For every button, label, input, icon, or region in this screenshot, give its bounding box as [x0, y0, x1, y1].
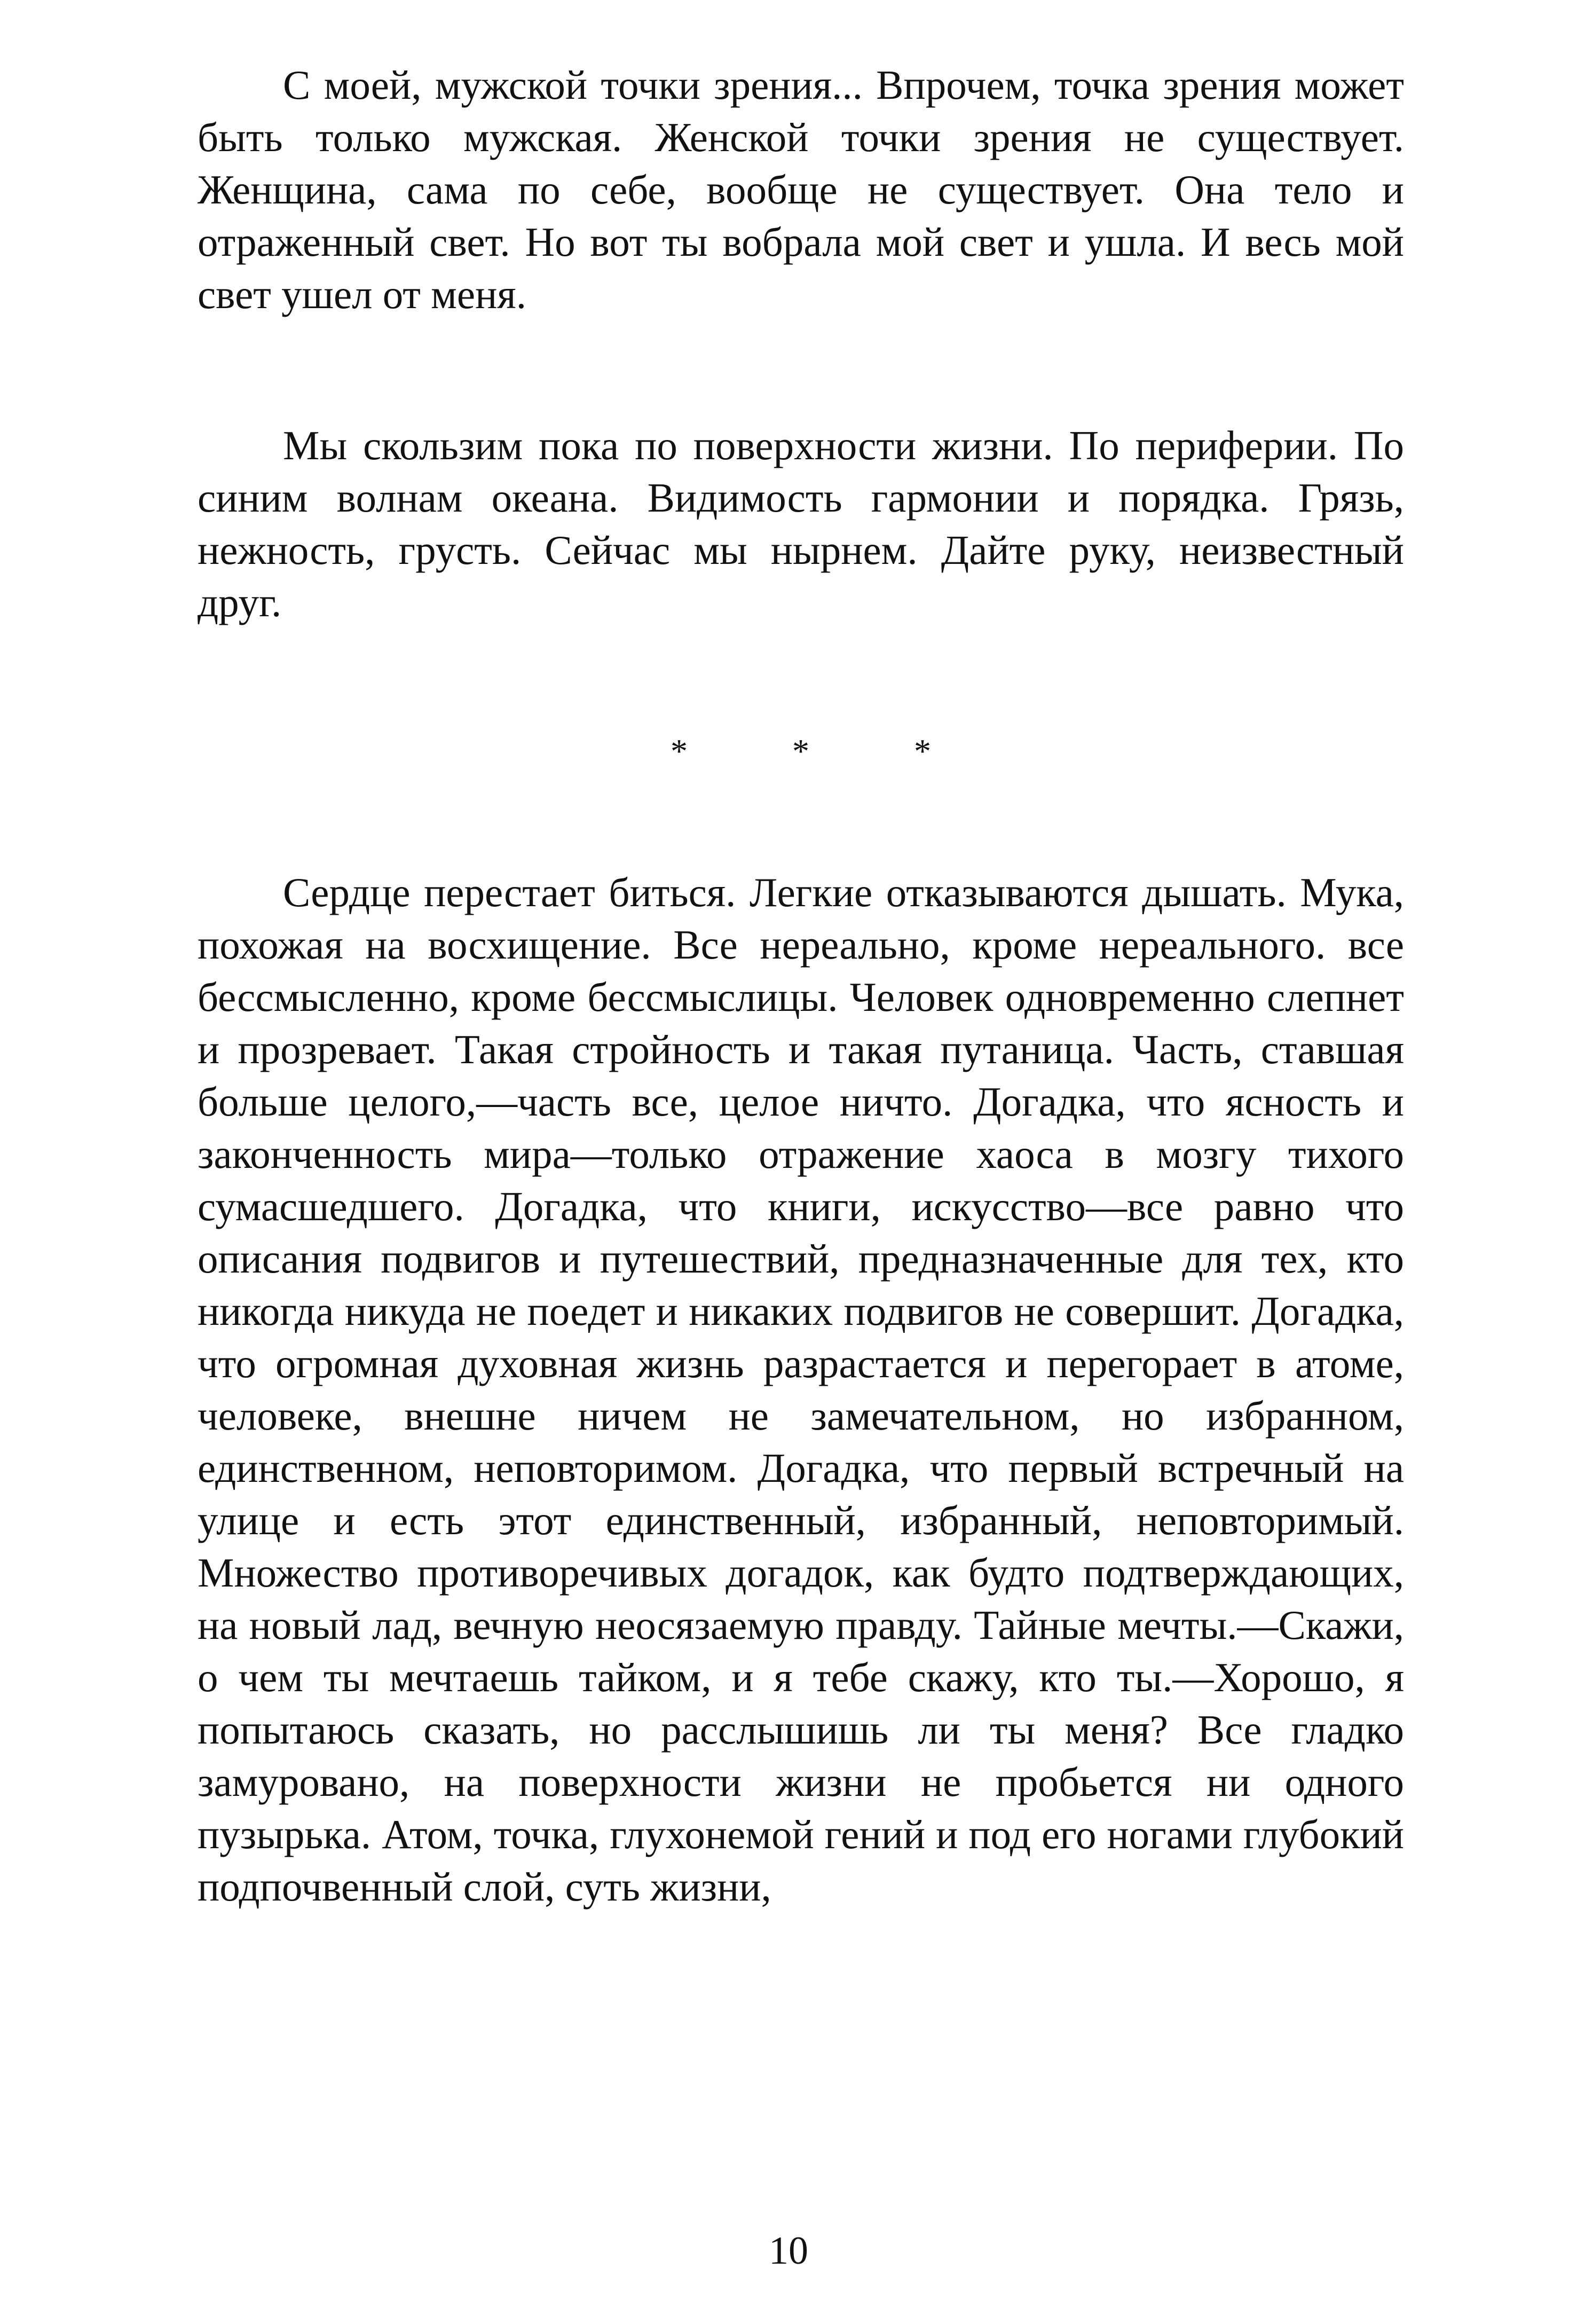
paragraph-2: Мы скользим пока по поверхности жизни. По периферии. По синим волнам океана. Видимость гармонии и порядка. Грязь, нежность, грусть. Сейчас мы нырнем. Дайте руку, неизвестный друг. — [198, 422, 1404, 625]
section-separator: * * * — [671, 732, 979, 770]
paragraph-1: С моей, мужской точки зрения... Впрочем, точка зрения может быть только мужская. Женской точки зрения не существует. Женщина, сама по себе, вообще не существует. Она тело и отраженный свет. Но вот ты вобрала мой свет и ушла. И весь мой свет ушел от меня. — [198, 62, 1404, 317]
page-number: 10 — [769, 2229, 808, 2273]
paragraph-3: Сердце перестает биться. Легкие отказываются дышать. Мука, похожая на восхищение. Все нереально, кроме нереального. все бессмысленно, кроме бессмыслицы. Человек одновременно слепнет и прозревает. Такая стройность и такая путаница. Часть, ставшая больше целого,—часть все, целое ничто. Догадка, что ясность и законченность мира—только отражение хаоса в мозгу тихого сумасшедшего. Догадка, что книги, искусство—все равно что описания подвигов и путешествий, предназначенные для тех, кто никогда никуда не поедет и никаких подвигов не совершит. Догадка, что огромная духовная жизнь разрастается и перегорает в атоме, человеке, внешне ничем не замечательном, но избранном, единственном, неповторимом. Догадка, что первый встречный на улице и есть этот единственный, избранный, неповторимый. Множество противоречивых догадок, как будто подтверждающих, на новый лад, вечную неосязаемую правду. Тайные мечты.—Скажи, о чем ты мечтаешь тайком, и я тебе скажу, кто ты.—Хорошо, я попытаюсь сказать, но расслышишь ли ты меня? Все гладко замуровано, на поверхности жизни не пробьется ни одного пузырька. Атом, точка, глухонемой гений и под его ногами глубокий подпочвенный слой, суть жизни, — [198, 869, 1404, 1910]
page-body — [198, 59, 1404, 1913]
